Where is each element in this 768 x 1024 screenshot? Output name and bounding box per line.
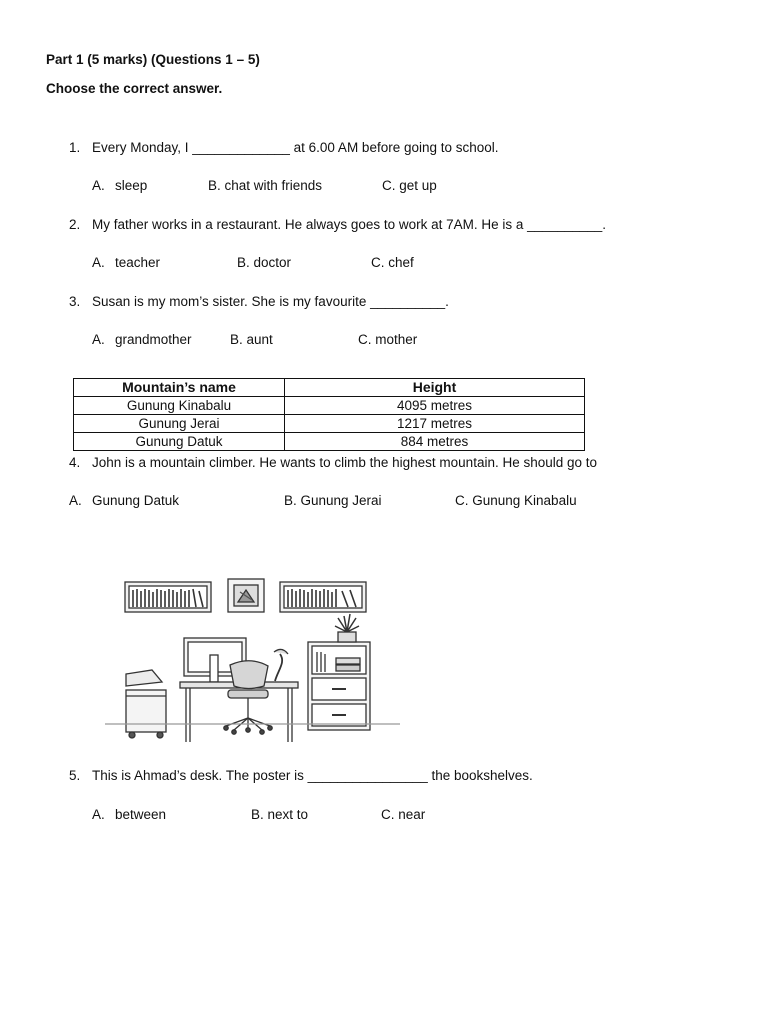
table-row [74,397,585,415]
mountain-height-cell: 1217 metres [285,415,585,433]
mountain-height-cell: 4095 metres [285,397,585,415]
option-b: B. next to [251,807,309,822]
option-a: grandmother [115,332,192,347]
option-c: C. mother [358,332,418,347]
mountain-name-cell: Gunung Kinabalu [74,397,285,415]
question-text: Every Monday, I _____________ at 6.00 AM before going to school. [92,140,499,155]
option-a: Gunung Datuk [92,493,180,508]
question-number: 3. [69,294,81,309]
option-c: C. Gunung Kinabalu [455,493,577,508]
column-header-name: Mountain’s name [74,379,285,397]
table-row [74,433,585,451]
table-header-row [74,379,585,397]
option-b: B. aunt [230,332,273,347]
question-number: 4. [69,455,81,470]
left-bookshelf [125,582,211,612]
option-b: B. chat with friends [208,178,323,193]
mountain-name-cell: Gunung Jerai [74,415,285,433]
option-letter: A. [92,807,105,822]
desk-lamp [274,649,288,681]
table-row [74,415,585,433]
option-a: between [115,807,167,822]
column-header-height: Height [285,379,585,397]
option-c: C. near [381,807,426,822]
option-b: B. doctor [237,255,292,270]
question-number: 5. [69,768,81,783]
poster [228,579,264,612]
question-text: John is a mountain climber. He wants to climb the highest mountain. He should go to [92,455,598,470]
option-c: C. chef [371,255,414,270]
question-text: Susan is my mom’s sister. She is my favourite __________. [92,294,449,309]
mountain-table [73,378,585,451]
question-number: 1. [69,140,81,155]
question-text: My father works in a restaurant. He always goes to work at 7AM. He is a __________. [92,217,607,232]
desk-illustration [100,570,410,750]
part-title: Part 1 (5 marks) (Questions 1 – 5) [46,52,260,67]
option-letter: A. [69,493,82,508]
option-letter: A. [92,255,105,270]
option-c: C. get up [382,178,437,193]
question-number: 2. [69,217,81,232]
cabinet [308,642,370,730]
option-letter: A. [92,332,105,347]
office-chair [224,661,272,734]
option-a: teacher [115,255,161,270]
potted-plant [335,614,359,642]
mountain-name-cell: Gunung Datuk [74,433,285,451]
instruction: Choose the correct answer. [46,81,223,96]
mountain-height-cell: 884 metres [285,433,585,451]
option-b: B. Gunung Jerai [284,493,382,508]
side-cart [126,670,166,738]
option-a: sleep [115,178,148,193]
option-letter: A. [92,178,105,193]
question-text: This is Ahmad’s desk. The poster is ________________ the bookshelves. [92,768,533,783]
right-bookshelf [280,582,366,612]
